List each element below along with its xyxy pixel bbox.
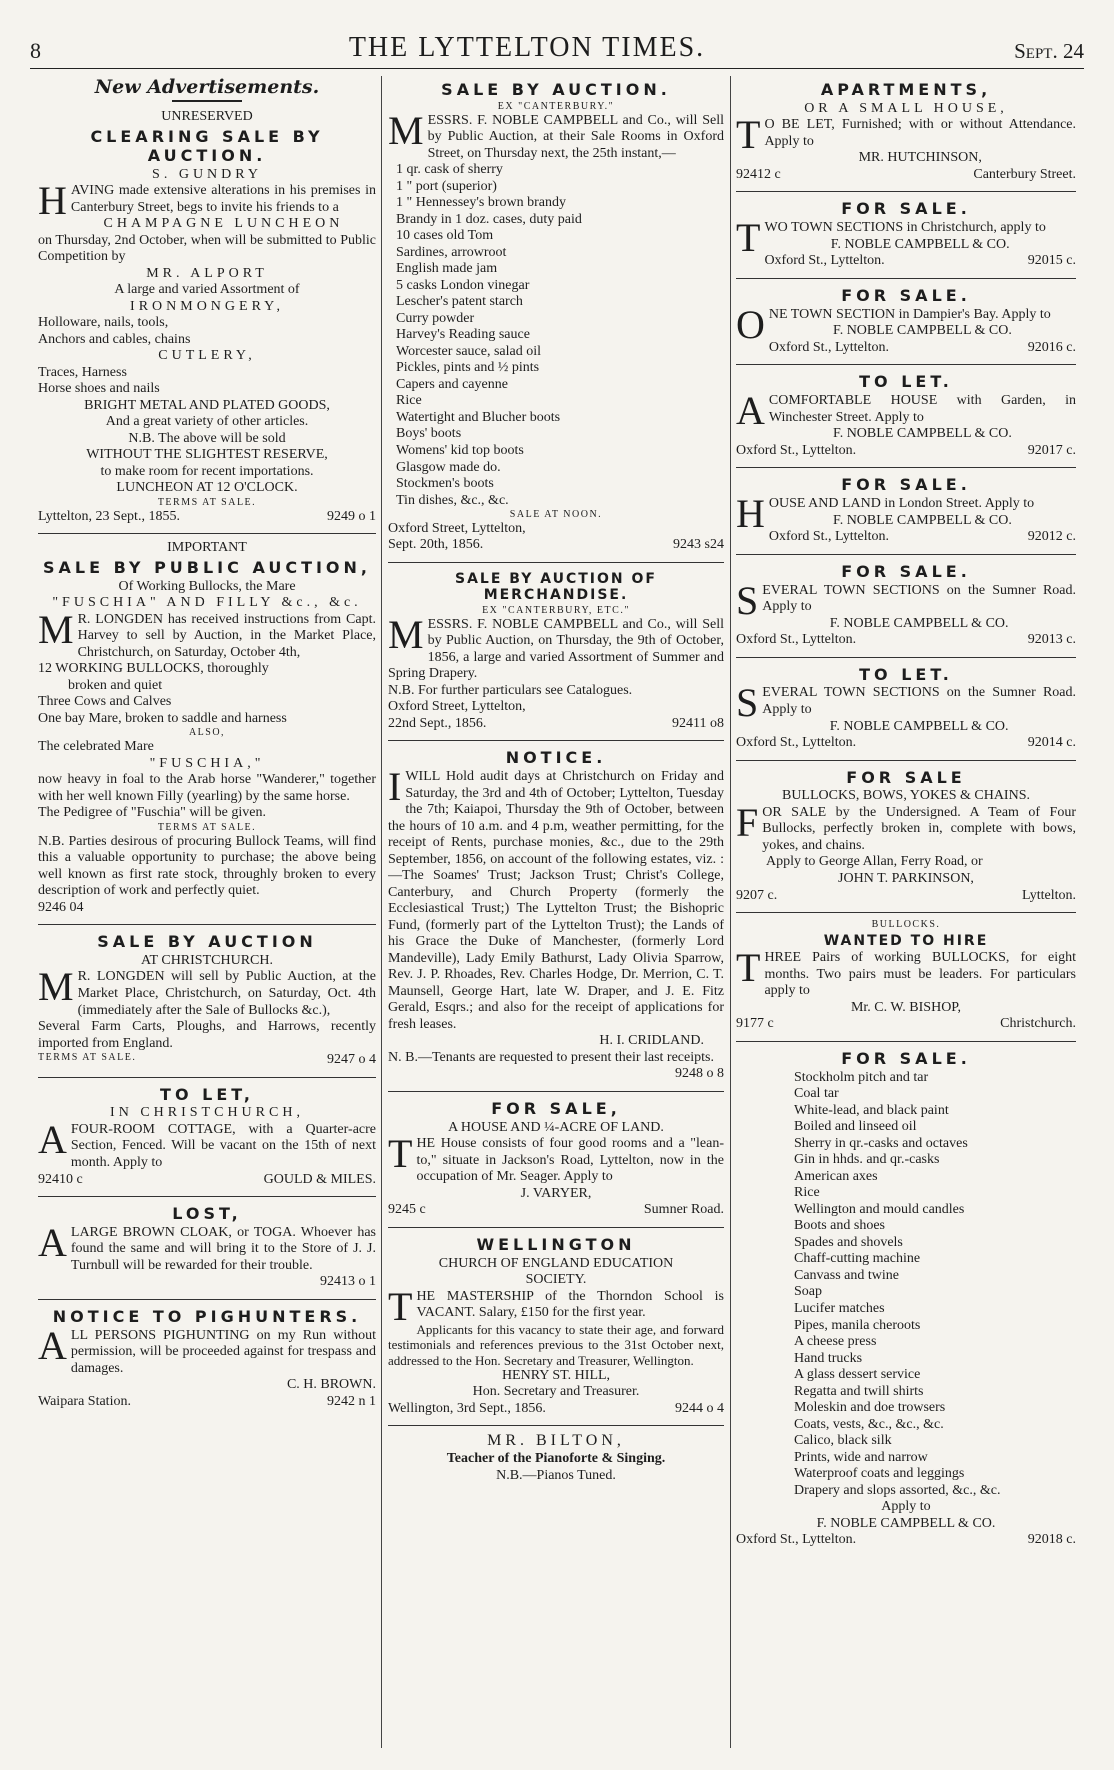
ad-title: WELLINGTON xyxy=(476,1234,636,1254)
drop-cap: A xyxy=(38,1322,67,1368)
ad-for-sale-3 xyxy=(736,471,1076,550)
ad-code: 9246 04 xyxy=(38,899,84,915)
ad-to-let-2 xyxy=(736,661,1076,757)
ad-code: 9244 o 4 xyxy=(675,1400,724,1416)
ad-lost-cloak xyxy=(38,1200,376,1296)
ad-title: FOR SALE, xyxy=(491,1098,621,1118)
ad-wellington-society xyxy=(388,1231,724,1422)
masthead xyxy=(30,28,1084,69)
ad-divider xyxy=(736,1041,1076,1042)
ad-body: N.B. Parties desirous of procuring Bullock Teams, will find this a valuable opportunity to purchase; the above being well known as first rate stock, throughly broken to every description of work and perfectly quiet. xyxy=(38,833,376,899)
ad-title: SALE BY AUCTION OF MERCHANDISE. xyxy=(455,570,657,604)
ad-notice-audit xyxy=(388,744,724,1088)
ad-terms: TERMS AT SALE. xyxy=(38,1052,137,1064)
ad-title: NOTICE. xyxy=(505,748,607,768)
drop-cap: A xyxy=(736,388,765,434)
page-number: 8 xyxy=(30,38,41,64)
ad-terms: SALE AT NOON. xyxy=(509,509,603,521)
ad-footer: Oxford St., Lyttelton. xyxy=(768,339,890,355)
ad-footer: Sept. 20th, 1856. xyxy=(388,537,484,553)
ad-line: Hon. Secretary and Treasurer. xyxy=(472,1384,640,1400)
goods-list xyxy=(388,162,724,509)
ad-line: A large and varied Assortment of xyxy=(114,282,300,298)
drop-cap: T xyxy=(736,215,761,261)
ad-subtitle: BULLOCKS, BOWS, YOKES & CHAINS. xyxy=(781,788,1030,804)
ad-code: 92018 c. xyxy=(1027,1532,1076,1548)
list-item: A cheese press xyxy=(794,1334,877,1350)
ad-subtitle: A HOUSE AND ¼-ACRE OF LAND. xyxy=(448,1119,664,1135)
ad-divider xyxy=(388,1227,724,1228)
ad-title: TO LET, xyxy=(160,1084,254,1104)
ad-code: 9242 n 1 xyxy=(327,1393,376,1409)
ad-body: COMFORTABLE HOUSE with Garden, in Winchester Street. Apply to xyxy=(768,393,1076,425)
list-item: Boiled and linseed oil xyxy=(794,1119,917,1135)
ad-subtitle: Teacher of the Pianoforte & Singing. xyxy=(446,1451,666,1467)
ad-line: One bay Mare, broken to saddle and harness xyxy=(38,710,287,726)
ad-title: FOR SALE. xyxy=(841,561,971,581)
list-item: Gin in hhds. and qr.-casks xyxy=(794,1152,940,1168)
ad-terms: TERMS AT SALE. xyxy=(157,496,257,508)
ad-divider xyxy=(736,554,1076,555)
list-item: English made jam xyxy=(396,261,498,277)
ad-divider xyxy=(38,1196,376,1197)
ad-code: 92413 o 1 xyxy=(320,1274,376,1290)
ad-body: on Thursday, 2nd October, when will be submitted to Public Competition by xyxy=(38,232,376,265)
ad-signature: JOHN T. PARKINSON, xyxy=(838,870,974,886)
list-item: Watertight and Blucher boots xyxy=(396,409,561,425)
ad-sale-canterbury xyxy=(388,76,724,559)
ad-body: ESSRS. F. NOBLE CAMPBELL and Co., will Sell by Public Auction, at their Sale Rooms in Oxford Street, on Thursday next, the 25th instant,— xyxy=(427,112,724,161)
drop-cap: A xyxy=(38,1116,67,1162)
list-item: Drapery and slops assorted, &c., &c. xyxy=(794,1482,1001,1498)
ad-title: FOR SALE. xyxy=(841,475,971,495)
drop-cap: H xyxy=(38,178,67,224)
list-item: White-lead, and black paint xyxy=(794,1102,949,1118)
column-rule xyxy=(381,76,382,1748)
ad-body: Applicants for this vacancy to state their age, and forward testimonials and references previous to the 31st October next, addressed to the Hon. Secretary and Treasurer, Wellington. xyxy=(388,1321,724,1368)
ad-subtitle: OR A SMALL HOUSE, xyxy=(804,100,1008,116)
ad-footer: Waipara Station. xyxy=(38,1393,131,1409)
ad-to-let-1 xyxy=(736,368,1076,464)
ad-code: 9247 o 4 xyxy=(327,1052,376,1068)
list-item: Curry powder xyxy=(396,310,475,326)
ad-line: Holloware, nails, tools, xyxy=(38,315,169,331)
ad-pighunters xyxy=(38,1303,376,1415)
ad-code: 92014 c. xyxy=(1027,735,1076,751)
list-item: Glasgow made do. xyxy=(396,459,501,475)
ad-footer: Lyttelton, 23 Sept., 1855. xyxy=(38,508,180,524)
ad-footer: Oxford St., Lyttelton. xyxy=(768,529,890,545)
column-rule xyxy=(730,76,731,1748)
list-item: Chaff-cutting machine xyxy=(794,1251,921,1267)
ad-line: "FUSCHIA," xyxy=(149,755,265,771)
ad-subtitle: AT CHRISTCHURCH. xyxy=(141,952,273,968)
list-item: American axes xyxy=(794,1168,878,1184)
drop-cap: O xyxy=(736,301,765,347)
ad-footer: Oxford St., Lyttelton. xyxy=(736,735,857,751)
ad-code: 92017 c. xyxy=(1027,442,1076,458)
ad-subtitle: S. GUNDRY xyxy=(152,166,262,182)
ad-body: N. B.—Tenants are requested to present their last receipts. xyxy=(388,1049,714,1065)
ad-signature: F. NOBLE CAMPBELL & CO. xyxy=(833,426,1012,442)
ad-apartments xyxy=(736,76,1076,188)
ad-divider xyxy=(736,760,1076,761)
ad-house-for-sale xyxy=(388,1095,724,1224)
ad-pretitle: IMPORTANT xyxy=(167,540,247,556)
drop-cap: M xyxy=(38,606,74,652)
ad-code: 9207 c. xyxy=(736,887,778,903)
ad-title: MR. BILTON, xyxy=(487,1432,625,1450)
ad-body: R. LONGDEN has received instructions from Capt. Harvey to sell by Auction, in the Market Place, Christchurch, on Saturday, October 4th, xyxy=(77,611,376,660)
ad-body: ESSRS. F. NOBLE CAMPBELL and Co., will Sell by Public Auction, on Thursday, the 9th of October, 1856, a large and varied Assortment of Summer and Spring Drapery. xyxy=(388,616,724,682)
ad-code: 9177 c xyxy=(736,1016,774,1032)
ad-divider xyxy=(388,562,724,563)
drop-cap: S xyxy=(736,680,759,726)
ad-title: NOTICE TO PIGHUNTERS. xyxy=(52,1306,362,1326)
ad-line: Horse shoes and nails xyxy=(38,381,160,397)
ad-code: 92015 c. xyxy=(1027,253,1076,269)
ad-code: 9249 o 1 xyxy=(327,508,376,524)
ad-line: N.B. The above will be sold xyxy=(128,430,286,446)
list-item: 5 casks London vinegar xyxy=(396,277,530,293)
ad-footer: 22nd Sept., 1856. xyxy=(388,715,487,731)
list-item: 1 qr. cask of sherry xyxy=(396,162,503,178)
list-item: Pickles, pints and ½ pints xyxy=(396,360,540,376)
drop-cap: T xyxy=(388,1131,413,1177)
ad-divider xyxy=(38,533,376,534)
ad-gundry-clearing-sale xyxy=(38,106,376,530)
ad-signature: F. NOBLE CAMPBELL & CO. xyxy=(833,323,1012,339)
ad-title: FOR SALE. xyxy=(841,1048,971,1068)
list-item: Boys' boots xyxy=(396,426,462,442)
ad-to-let-cottage xyxy=(38,1081,376,1193)
ad-title: LOST, xyxy=(172,1204,242,1224)
ad-signature: C. H. BROWN. xyxy=(286,1377,376,1393)
list-item: Lucifer matches xyxy=(794,1301,885,1316)
ad-line: to make room for recent importations. xyxy=(100,463,314,479)
ad-title: WANTED TO HIRE xyxy=(823,932,989,949)
newspaper-title: THE LYTTELTON TIMES. xyxy=(348,31,706,63)
ad-divider xyxy=(736,364,1076,365)
ad-line: Apply to xyxy=(881,1499,931,1515)
list-item: A glass dessert service xyxy=(794,1367,921,1383)
ad-line: Three Cows and Calves xyxy=(38,694,172,710)
ad-subtitle: "FUSCHIA" AND FILLY &c., &c. xyxy=(52,595,362,611)
ad-body: O BE LET, Furnished; with or without Attendance. Apply to xyxy=(764,117,1076,149)
ad-body: LARGE BROWN CLOAK, or TOGA. Whoever has found the same and will bring it to the Store of J. J. Turnbull will be rewarded for their trouble. xyxy=(70,1224,376,1273)
ad-divider xyxy=(38,1299,376,1300)
ad-code: 9243 s24 xyxy=(673,537,724,553)
list-item: Prints, wide and narrow xyxy=(794,1449,928,1465)
list-item: 10 cases old Tom xyxy=(396,228,494,244)
list-item: Waterproof coats and leggings xyxy=(794,1466,965,1482)
ad-footer: Oxford St., Lyttelton. xyxy=(736,442,857,458)
ad-divider xyxy=(736,467,1076,468)
list-item: Calico, black silk xyxy=(794,1433,892,1449)
ad-body: EVERAL TOWN SECTIONS on the Sumner Road. Apply to xyxy=(762,582,1076,615)
ad-title: CLEARING SALE BY AUCTION. xyxy=(90,126,324,165)
ad-code: 92013 c. xyxy=(1027,632,1076,648)
ad-footer: Canterbury Street. xyxy=(973,166,1076,182)
drop-cap: T xyxy=(388,1283,413,1329)
list-item: Soap xyxy=(794,1284,822,1300)
ad-pretitle: BULLOCKS. xyxy=(871,919,941,931)
ad-divider xyxy=(388,740,724,741)
ad-terms: TERMS AT SALE. xyxy=(157,821,257,833)
column-2 xyxy=(388,76,724,1750)
ad-title: FOR SALE. xyxy=(841,285,971,305)
column-3 xyxy=(736,76,1076,1750)
issue-date: Sept. 24 xyxy=(1014,39,1084,64)
ad-signature: F. NOBLE CAMPBELL & CO. xyxy=(830,236,1010,252)
ad-divider xyxy=(38,1077,376,1078)
ad-line: The celebrated Mare xyxy=(38,739,154,755)
ad-signature: H. I. CRIDLAND. xyxy=(599,1033,704,1049)
list-item: Worcester sauce, salad oil xyxy=(396,343,542,359)
ad-divider xyxy=(736,278,1076,279)
drop-cap: M xyxy=(38,964,74,1010)
list-item: Wellington and mould candles xyxy=(794,1201,965,1217)
ad-line: BRIGHT METAL AND PLATED GOODS, xyxy=(84,397,330,413)
ad-signature: Mr. C. W. BISHOP, xyxy=(850,999,962,1015)
ad-body: WILL Hold audit days at Christchurch on Friday and Saturday, the 3rd and 4th of October; Lyttelton, Tuesday the 7th; Kaiapoi, Thursday the 9th of October, between the hours of 10 a.m. and 4 p.m, weather permitting, for the receipt of Rents, purchase monies, &c., due to the 29th September, 1856, on account of the following estates, viz. :—The Soames' Trust; Jackson Trust; Christ's College, Canterbury, and Church Property (formerly the Ecclesiastical Trust;) The Lyttelton Trust; the Bishopric Fund, (formerly part of the Lyttelton Trust); the Lands of his Grace the Duke of Manchester, (formerly Lord Mandeville), Lady Emily Bathurst, Lady Olivia Sparrow, Rev. J. P. Rhoades, Rev. Charles Hodge, Dr. Merrion, C. T. Maunsell, George Hart, late W. Draper, and J. E. Fitz Gerald, Esqrs.; and also for the receipt of applications for fresh leases. xyxy=(388,769,724,1032)
list-item: 1 " Hennessey's brown brandy xyxy=(396,195,566,211)
ad-code: 9245 c xyxy=(388,1202,426,1218)
ad-body: R. LONGDEN will sell by Public Auction, at the Market Place, Christchurch, on Saturday, Oct. 4th (immediately after the Sale of Bullocks &c.), xyxy=(77,969,376,1018)
ad-longden-carts xyxy=(38,928,376,1073)
ad-body: N.B. For further particulars see Catalogues. xyxy=(388,682,633,698)
ad-footer: Oxford St., Lyttelton. xyxy=(764,253,885,269)
ad-body: HREE Pairs of working BULLOCKS, for eight months. Two pairs must be leaders. For particulars apply to xyxy=(764,950,1076,999)
ad-divider xyxy=(736,912,1076,913)
list-item: Coats, vests, &c., &c., &c. xyxy=(794,1416,944,1432)
list-item: Hand trucks xyxy=(794,1350,863,1366)
ad-code: 92410 c xyxy=(38,1171,83,1187)
ad-code: 92411 o8 xyxy=(672,715,724,731)
ad-subtitle: Of Working Bullocks, the Mare xyxy=(118,578,296,594)
ad-footer: Christchurch. xyxy=(1000,1016,1076,1032)
ad-code: 92412 c xyxy=(736,166,781,182)
ad-body: AVING made extensive alterations in his premises in Canterbury Street, begs to invite his friends to a xyxy=(70,183,376,215)
ad-line: ALSO, xyxy=(188,727,226,739)
ad-divider xyxy=(388,1091,724,1092)
ad-line: Traces, Harness xyxy=(38,364,127,380)
ad-code: 9248 o 8 xyxy=(675,1066,724,1082)
ad-body: FOUR-ROOM COTTAGE, with a Quarter-acre Section, Fenced. Will be vacant on the 15th of next month. Apply to xyxy=(70,1121,376,1170)
ad-title: FOR SALE. xyxy=(841,199,971,219)
ad-line: 12 WORKING BULLOCKS, thoroughly xyxy=(38,661,269,677)
list-item: Canvass and twine xyxy=(794,1267,899,1283)
ad-line: IRONMONGERY, xyxy=(130,298,284,314)
ad-body: Apply to George Allan, Ferry Road, or xyxy=(766,854,983,870)
ad-divider xyxy=(388,1425,724,1426)
ad-longden-bullocks xyxy=(38,537,376,921)
ad-code: 92016 c. xyxy=(1027,339,1076,355)
ad-for-sale-4 xyxy=(736,558,1076,654)
drop-cap: F xyxy=(736,799,759,845)
list-item: Harvey's Reading sauce xyxy=(396,327,530,343)
ad-code: 92012 c. xyxy=(1027,529,1076,545)
ad-footer: Oxford Street, Lyttelton, xyxy=(388,520,526,536)
ad-body: OUSE AND LAND in London Street. Apply to xyxy=(768,496,1035,512)
ad-signature: J. VARYER, xyxy=(520,1185,592,1201)
ad-subtitle: CHURCH OF ENGLAND EDUCATION xyxy=(438,1255,674,1271)
list-item: Rice xyxy=(794,1185,820,1201)
ad-body: WO TOWN SECTIONS in Christchurch, apply to xyxy=(764,220,1046,236)
list-item: Rice xyxy=(396,393,422,409)
column-1 xyxy=(38,76,376,1750)
ad-body: NE TOWN SECTION in Dampier's Bay. Apply to xyxy=(768,306,1051,322)
ad-subtitle: EX "CANTERBURY, ETC." xyxy=(482,604,630,616)
list-item: 1 " port (superior) xyxy=(396,178,497,194)
ad-body: The Pedigree of "Fuschia" will be given. xyxy=(38,805,266,821)
ad-footer: Wellington, 3rd Sept., 1856. xyxy=(388,1400,546,1416)
list-item: Stockmen's boots xyxy=(396,476,494,492)
list-item: Pipes, manila cheroots xyxy=(794,1317,921,1333)
ad-subtitle: EX "CANTERBURY." xyxy=(497,100,615,112)
ad-footer: Lyttelton. xyxy=(1021,887,1076,903)
ad-signature: F. NOBLE CAMPBELL & CO. xyxy=(833,512,1012,528)
drop-cap: I xyxy=(388,764,402,810)
ad-title: SALE BY AUCTION xyxy=(97,932,317,952)
ad-signature: HENRY ST. HILL, xyxy=(501,1367,611,1383)
ad-body: HE House consists of four good rooms and a "lean-to," situate in Jackson's Road, Lyttelton, now in the occupation of Mr. Seager. Apply to xyxy=(416,1136,724,1185)
ad-bullocks-for-sale xyxy=(736,764,1076,909)
ad-stock-for-sale xyxy=(736,1045,1076,1554)
ad-line: broken and quiet xyxy=(68,677,163,693)
ad-line: WITHOUT THE SLIGHTEST RESERVE, xyxy=(86,447,328,463)
ad-subtitle: SOCIETY. xyxy=(525,1272,587,1288)
list-item: Boots and shoes xyxy=(794,1218,885,1234)
drop-cap: T xyxy=(736,945,761,991)
list-item: Womens' kid top boots xyxy=(396,442,524,458)
section-heading: New Advertisements. xyxy=(94,76,320,98)
ad-line: And a great variety of other articles. xyxy=(105,414,309,430)
ad-body: Several Farm Carts, Ploughs, and Harrows, recently imported from England. xyxy=(38,1019,376,1051)
ad-pretitle: UNRESERVED xyxy=(161,109,253,125)
ad-footer: Oxford St., Lyttelton. xyxy=(736,1532,857,1548)
ad-divider xyxy=(38,924,376,925)
ad-title: SALE BY PUBLIC AUCTION, xyxy=(42,557,371,577)
goods-list xyxy=(736,1070,1076,1499)
ad-footer: Sumner Road. xyxy=(643,1202,724,1218)
ad-footer: GOULD & MILES. xyxy=(263,1171,376,1187)
ad-line: N.B.—Pianos Tuned. xyxy=(496,1467,616,1483)
ad-body: LL PERSONS PIGHUNTING on my Run without permission, will be proceeded against for trespass and damages. xyxy=(70,1327,376,1376)
ad-line: MR. ALPORT xyxy=(146,265,268,281)
ad-body: OR SALE by the Undersigned. A Team of Four Bullocks, perfectly broken in, complete with bows, yokes, and chains. xyxy=(762,804,1076,853)
ad-title: SALE BY AUCTION. xyxy=(441,80,671,99)
ad-footer: Oxford St., Lyttelton. xyxy=(736,632,857,648)
ad-line: CUTLERY, xyxy=(158,348,256,364)
ad-subtitle: IN CHRISTCHURCH, xyxy=(110,1105,304,1121)
ad-signature: F. NOBLE CAMPBELL & CO. xyxy=(829,718,1009,734)
list-item: Moleskin and doe trowsers xyxy=(794,1400,946,1416)
ad-signature: F. NOBLE CAMPBELL & CO. xyxy=(829,615,1009,631)
ad-for-sale-2 xyxy=(736,282,1076,361)
ad-for-sale-1 xyxy=(736,195,1076,274)
ad-sale-merchandise xyxy=(388,566,724,737)
ad-bilton xyxy=(388,1429,724,1489)
ad-title: TO LET. xyxy=(859,372,953,392)
drop-cap: T xyxy=(736,112,761,158)
list-item: Coal tar xyxy=(794,1086,839,1102)
list-item: Regatta and twill shirts xyxy=(794,1383,924,1399)
list-item: Stockholm pitch and tar xyxy=(794,1069,929,1085)
ad-divider xyxy=(736,191,1076,192)
ad-signature: F. NOBLE CAMPBELL & CO. xyxy=(816,1515,996,1531)
list-item: Capers and cayenne xyxy=(396,376,508,392)
ad-line: Anchors and cables, chains xyxy=(38,331,191,347)
list-item: Brandy in 1 doz. cases, duty paid xyxy=(396,211,582,227)
ad-title: APARTMENTS, xyxy=(820,80,992,99)
ad-divider xyxy=(736,657,1076,658)
ad-line: CHAMPAGNE LUNCHEON xyxy=(103,216,344,232)
drop-cap: S xyxy=(736,577,759,623)
list-item: Sardines, arrowroot xyxy=(396,244,507,260)
ad-title: FOR SALE xyxy=(846,767,966,787)
ad-line: LUNCHEON AT 12 O'CLOCK. xyxy=(116,480,298,496)
list-item: Sherry in qr.-casks and octaves xyxy=(794,1135,968,1151)
ornament-rule xyxy=(172,100,242,106)
ad-footer: Oxford Street, Lyttelton, xyxy=(388,699,526,715)
ad-signature: MR. HUTCHINSON, xyxy=(858,150,982,166)
ad-body: HE MASTERSHIP of the Thorndon School is VACANT. Salary, £150 for the first year. xyxy=(416,1288,724,1321)
list-item: Tin dishes, &c., &c. xyxy=(396,492,509,508)
drop-cap: M xyxy=(388,611,424,657)
ad-wanted-to-hire xyxy=(736,916,1076,1038)
ad-body: now heavy in foal to the Arab horse "Wanderer," together with her well known Filly (yearling) by the same horse. xyxy=(38,772,376,804)
ad-body: EVERAL TOWN SECTIONS on the Sumner Road. Apply to xyxy=(762,685,1076,717)
list-item: Spades and shovels xyxy=(794,1234,903,1250)
drop-cap: A xyxy=(38,1219,67,1265)
ad-title: TO LET. xyxy=(859,664,953,684)
list-item: Lescher's patent starch xyxy=(396,294,523,310)
drop-cap: H xyxy=(736,491,765,537)
drop-cap: M xyxy=(388,107,424,153)
